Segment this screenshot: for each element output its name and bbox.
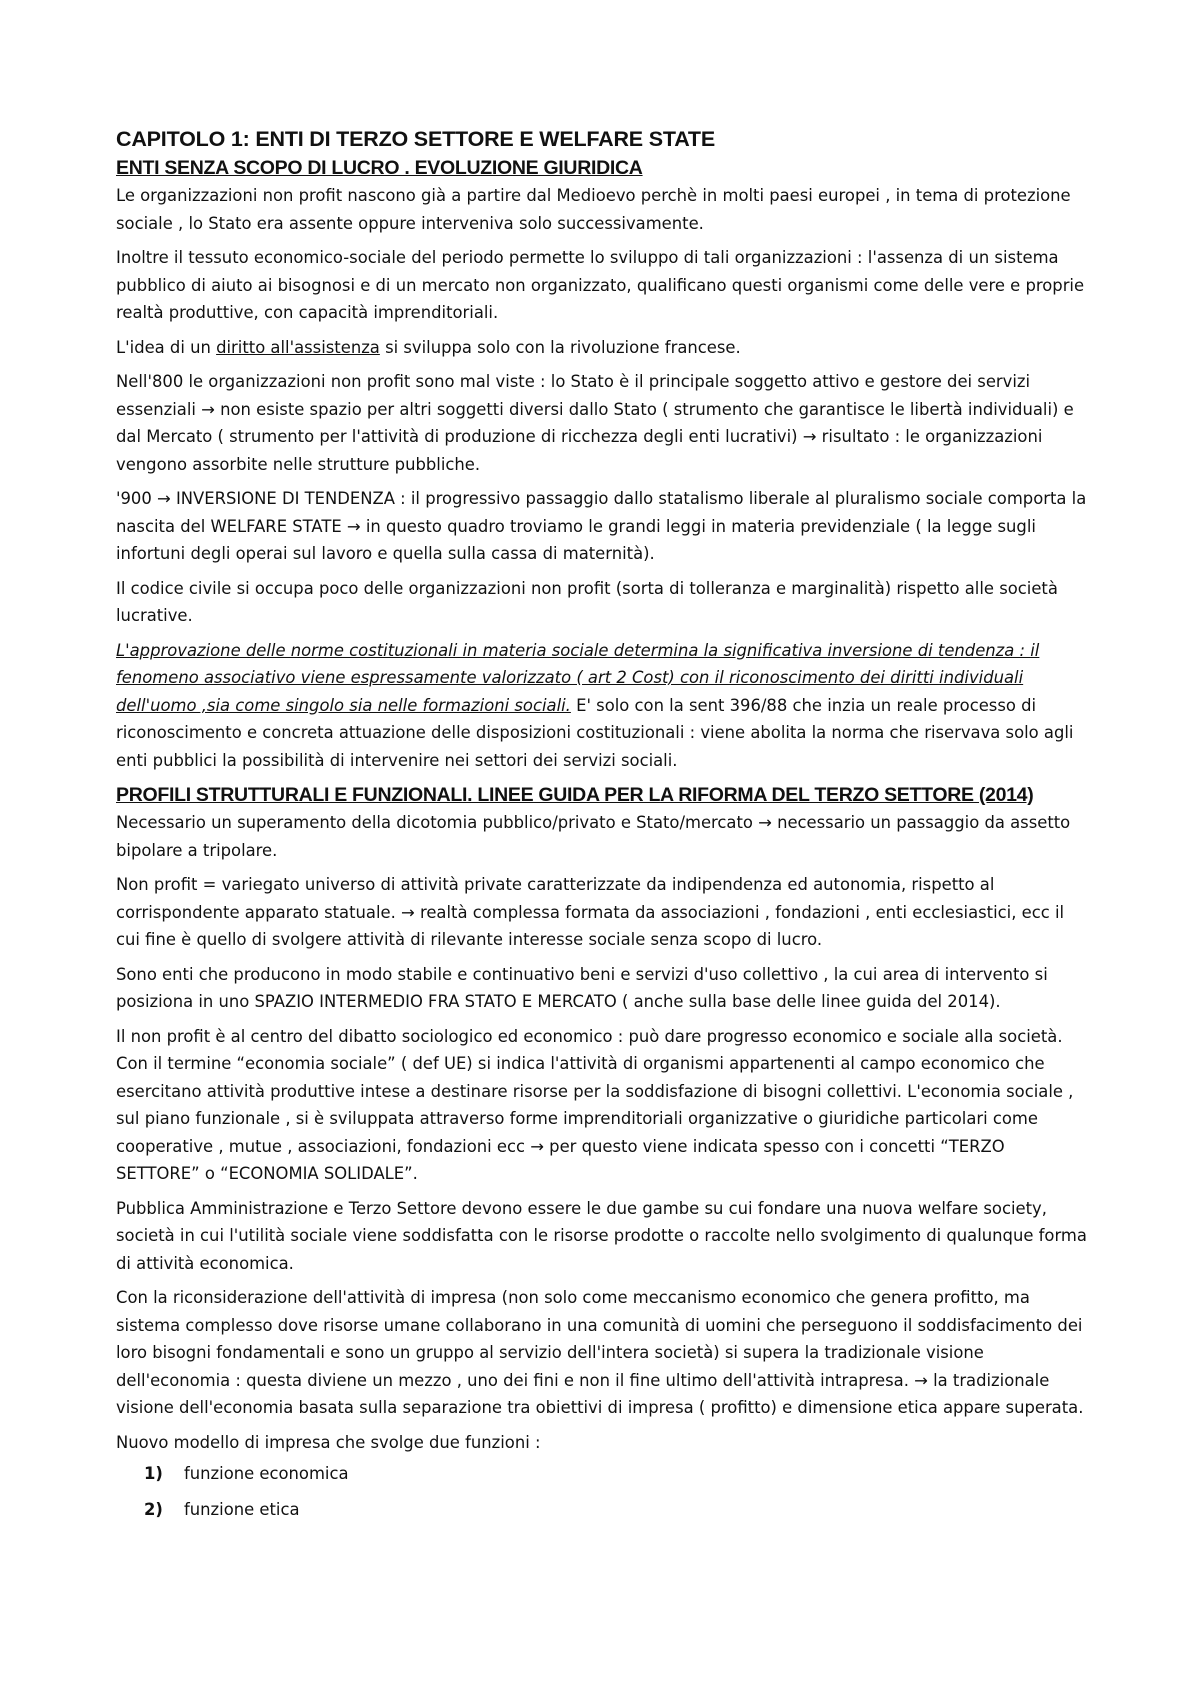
paragraph [116,334,1091,362]
list-number: 2) [144,1499,163,1519]
paragraph: Sono enti che producono in modo stabile e continuativo beni e servizi d'uso collettivo , la cui area di intervento si posiziona in uno SPAZIO INTERMEDIO FRA STATO E MERCATO ( anche sulla base delle linee guida del 2014). [116,964,1048,1011]
text-run: L'idea di un [116,337,217,357]
emphasized-passage: L'approvazione delle norme costituzionali in materia sociale determina la significativa inversione di tendenza : il fenomeno associativo viene espressamente valorizzato ( art 2 Cost) con il riconoscimento dei diritti individuali dell'uomo ,sia come singolo sia nelle formazioni sociali. [116,640,1040,715]
section-heading-profili-strutturali: PROFILI STRUTTURALI E FUNZIONALI. LINEE GUIDA PER LA RIFORMA DEL TERZO SETTORE (2014) [116,784,1034,806]
list-item-text: funzione etica [184,1499,300,1519]
text-run: E' solo con la sent 396/88 che inzia un reale processo di riconoscimento e concreta attuazione delle disposizioni costituzionali : viene abolita la norma che riservava solo agli enti pubblici la possibilità di intervenire nei settori dei servizi sociali. [116,695,1074,770]
paragraph: Pubblica Amministrazione e Terzo Settore devono essere le due gambe su cui fondare una nuova welfare society, società in cui l'utilità sociale viene soddisfatta con le risorse prodotte o raccolte nello svolgimento di qualunque forma di attività economica. [116,1198,1087,1273]
paragraph: Le organizzazioni non profit nascono già a partire dal Medioevo perchè in molti paesi europei , in tema di protezione sociale , lo Stato era assente oppure interveniva solo successivamente. [116,186,1071,233]
paragraph: Necessario un superamento della dicotomia pubblico/privato e Stato/mercato → necessario un passaggio da assetto bipolare a tripolare. [116,813,1071,860]
list-item [144,1496,1091,1524]
paragraph: Il non profit è al centro del dibatto sociologico ed economico : può dare progresso economico e sociale alla società. Con il termine “economia sociale” ( def UE) si indica l'attività di organismi appartenenti al campo economico che esercitano attività produttive intese a destinare risorse per la soddisfazione di bisogni collettivi. L'economia sociale , sul piano funzionale , si è sviluppata attraverso forme imprenditoriali organizzative o giuridiche particolari come cooperative , mutue , associazioni, fondazioni ecc → per questo viene indicata spesso con i concetti “TERZO SETTORE” o “ECONOMIA SOLIDALE”. [116,1026,1074,1183]
numbered-list [116,1460,1091,1523]
section-heading-evoluzione-giuridica: ENTI SENZA SCOPO DI LUCRO . EVOLUZIONE GIURIDICA [116,157,643,179]
paragraph [116,637,1091,775]
paragraph: Nuovo modello di impresa che svolge due funzioni : [116,1432,541,1452]
list-number: 1) [144,1464,163,1483]
text-run: si sviluppa solo con la rivoluzione francese. [379,337,741,357]
list-item-text: funzione economica [184,1464,349,1483]
paragraph: Con la riconsiderazione dell'attività di impresa (non solo come meccanismo economico che genera profitto, ma sistema complesso dove risorse umane collaborano in una comunità di uomini che perseguono il soddisfacimento dei loro bisogni fondamentali e sono un gruppo al servizio dell'intera società) si supera la tradizionale visione dell'economia : questa diviene un mezzo , uno dei fini e non il fine ultimo dell'attività intrapresa. → la tradizionale visione dell'economia basata sulla separazione tra obiettivi di impresa ( profitto) e dimensione etica appare superata. [116,1288,1084,1417]
paragraph: Nell'800 le organizzazioni non profit sono mal viste : lo Stato è il principale soggetto attivo e gestore dei servizi essenziali → non esiste spazio per altri soggetti diversi dallo Stato ( strumento che garantisce le libertà individuali) e dal Mercato ( strumento per l'attività di produzione di ricchezza degli enti lucrativi) → risultato : le organizzazioni vengono assorbite nelle strutture pubbliche. [116,372,1074,474]
list-item [144,1460,1091,1488]
paragraph: Non profit = variegato universo di attività private caratterizzate da indipendenza ed autonomia, rispetto al corrispondente apparato statuale. → realtà complessa formata da associazioni , fondazioni , enti ecclesiastici, ecc il cui fine è quello di svolgere attività di rilevante interesse sociale senza scopo di lucro. [116,875,1065,949]
paragraph: Inoltre il tessuto economico-sociale del periodo permette lo sviluppo di tali organizzazioni : l'assenza di un sistema pubblico di aiuto ai bisognosi e di un mercato non organizzato, qualificano questi organismi come delle vere e proprie realtà produttive, con capacità imprenditoriali. [116,248,1085,322]
paragraph: '900 → INVERSIONE DI TENDENZA : il progressivo passaggio dallo statalismo liberale al pluralismo sociale comporta la nascita del WELFARE STATE → in questo quadro troviamo le grandi leggi in materia previdenziale ( la legge sugli infortuni degli operai sul lavoro e quella sulla cassa di maternità). [116,489,1087,563]
underlined-term: diritto all'assistenza [216,337,380,357]
paragraph: Il codice civile si occupa poco delle organizzazioni non profit (sorta di tolleranza e marginalità) rispetto alle società lucrative. [116,578,1058,625]
chapter-title: CAPITOLO 1: ENTI DI TERZO SETTORE E WELFARE STATE [116,127,716,151]
document-page [116,124,1091,1531]
